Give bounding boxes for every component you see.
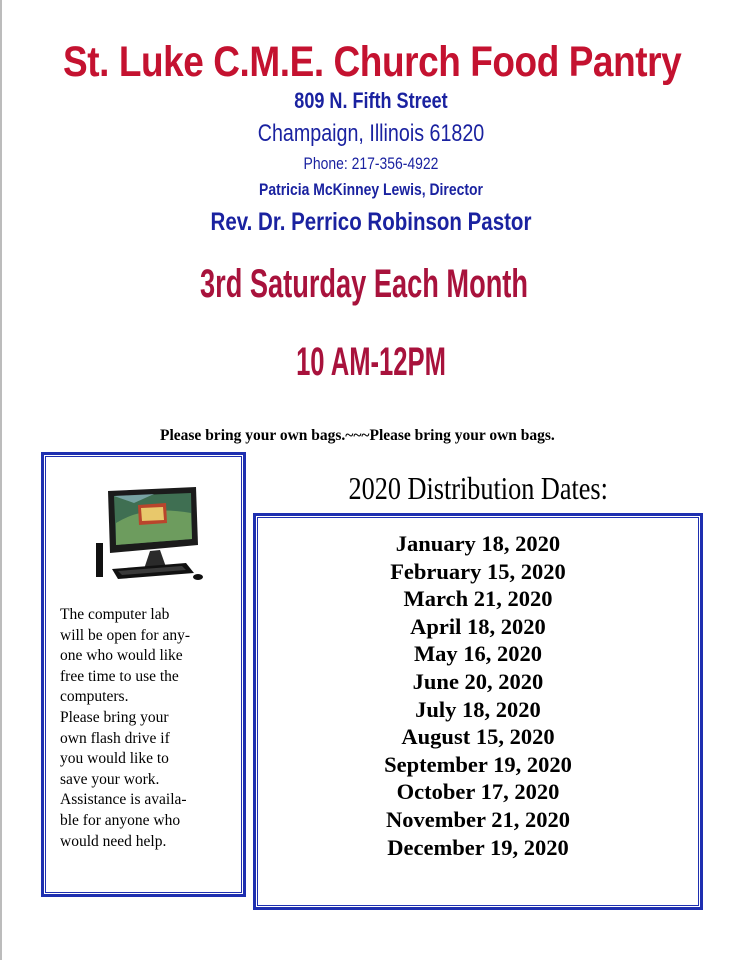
street-address: 809 N. Fifth Street [294, 88, 448, 113]
list-item: August 15, 2020 [401, 724, 555, 750]
page-title: St. Luke C.M.E. Church Food Pantry [63, 38, 682, 86]
list-item: October 17, 2020 [396, 779, 560, 805]
pastor-name: Rev. Dr. Perrico Robinson Pastor [210, 208, 532, 236]
lab-text-line: computers. [60, 688, 129, 706]
list-item: December 19, 2020 [387, 834, 569, 860]
computer-lab-box [41, 452, 246, 897]
phone-number: Phone: 217-356-4922 [303, 154, 439, 173]
lab-text-line: save your work. [60, 770, 160, 788]
lab-text-line: free time to use the [60, 667, 179, 685]
lab-text-line: Assistance is availa- [60, 791, 187, 809]
schedule-time: 10 AM-12PM [296, 340, 446, 384]
lab-text-line: you would like to [60, 750, 169, 768]
lab-text-line: one who would like [60, 647, 183, 665]
distribution-dates-list [256, 530, 700, 861]
list-item: March 21, 2020 [403, 586, 553, 612]
lab-text-line: Please bring your [60, 708, 169, 726]
lab-text-line: own flash drive if [60, 729, 170, 747]
distribution-title: 2020 Distribution Dates: [348, 470, 608, 506]
computer-lab-text [60, 605, 238, 852]
list-item: February 15, 2020 [390, 558, 566, 584]
schedule-day: 3rd Saturday Each Month [200, 262, 528, 306]
list-item: November 21, 2020 [386, 806, 570, 832]
city-state-zip: Champaign, Illinois 61820 [257, 120, 485, 147]
lab-text-line: would need help. [60, 832, 167, 850]
list-item: April 18, 2020 [410, 613, 546, 639]
page-edge [0, 0, 2, 960]
lab-text-line: will be open for any- [60, 626, 190, 644]
list-item: September 19, 2020 [384, 751, 572, 777]
list-item: June 20, 2020 [412, 668, 544, 694]
computer-icon [94, 483, 204, 583]
list-item: July 18, 2020 [415, 696, 541, 722]
director-name: Patricia McKinney Lewis, Director [259, 180, 483, 199]
list-item: May 16, 2020 [413, 641, 543, 667]
bring-bags-notice: Please bring your own bags.~~~Please bring your own bags. [160, 427, 555, 444]
list-item: January 18, 2020 [395, 531, 561, 556]
lab-text-line: The computer lab [60, 606, 170, 623]
lab-text-line: ble for anyone who [60, 811, 181, 829]
distribution-dates-box [253, 513, 703, 910]
